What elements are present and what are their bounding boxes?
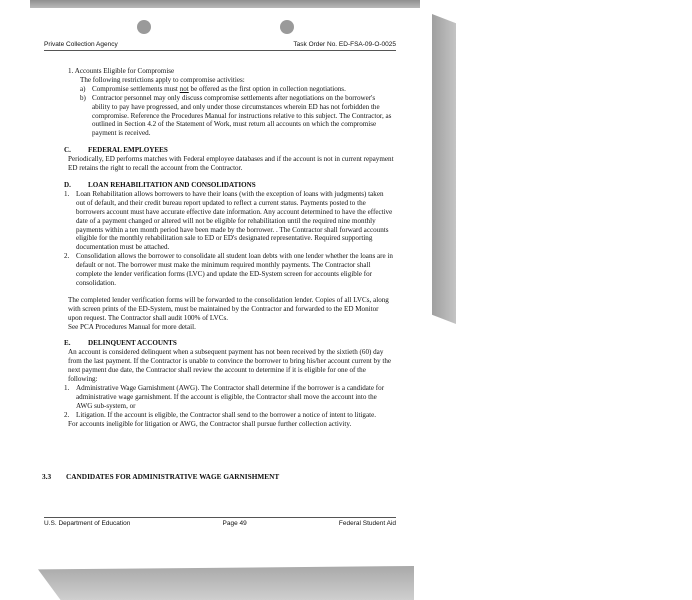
section-heading (64, 339, 394, 348)
section-heading-3-3 (42, 472, 279, 481)
section-heading (64, 181, 394, 190)
section-title: FEDERAL EMPLOYEES (88, 146, 168, 155)
document-body (64, 67, 394, 429)
section-heading (64, 146, 394, 155)
punch-hole (137, 20, 151, 34)
punch-hole (280, 20, 294, 34)
list-item (64, 384, 394, 411)
list-text: Consolidation allows the borrower to consolidate all student loan debts with one lender whether the loans are in default or not. The borrower must make the minimum required monthly payments. The Contractor shall complete the lender verification forms (LVC) and update the ED-System screen for accounts eligible for consolidation. (76, 252, 393, 287)
list-text: Contractor personnel may only discuss compromise settlements after negotiations on the borrower's ability to pay have progressed, and only under those circumstances wherein ED has not forbidden the compromise. Reference the Procedures Manual for instructions relative to this subject. The Contractor, as outlined in Section 4.2 of the Statement of Work, must return all accounts on which the compromise payment is received. (92, 93, 392, 138)
compromise-title: 1. Accounts Eligible for Compromise (68, 67, 175, 75)
compromise-intro: The following restrictions apply to compromise activities: (80, 75, 245, 84)
list-marker: b) (80, 93, 86, 102)
scan-edge-top (30, 0, 420, 8)
text-run: Compromise settlements must (92, 84, 180, 93)
page-footer (44, 517, 396, 527)
section-title: DELINQUENT ACCOUNTS (88, 339, 177, 348)
paragraph: For accounts ineligible for litigation or AWG, the Contractor shall pursue further collection activity. (68, 419, 352, 428)
scan-edge-right (432, 14, 456, 324)
list-marker: 2. (64, 410, 70, 419)
list-item (64, 411, 394, 420)
section-letter: C. (64, 146, 71, 155)
list-marker: 1. (64, 384, 70, 392)
paragraph: The completed lender verification forms will be forwarded to the consolidation lender. Copies of all LVCs, along with screen prints of the ED-System, must be maintained by the Contractor and forwarded to the ED Monitor upon request. The Contractor shall audit 100% of LVCs. (68, 295, 389, 322)
list-item (64, 190, 394, 252)
list-item (64, 252, 394, 288)
header-task-order: Task Order No. ED-FSA-09-O-0025 (293, 41, 396, 48)
page-number: Page 49 (222, 520, 247, 527)
section-title: LOAN REHABILITATION AND CONSOLIDATIONS (88, 180, 256, 189)
list-marker: 2. (64, 252, 70, 261)
scan-edge-bottom (38, 566, 414, 600)
paragraph: An account is considered delinquent when a subsequent payment has not been received by the sixtieth (60) day from the last payment. If the Contractor is unable to convince the borrower to bring his/her account current by the next payment due date, the Contractor shall review the account to determine if it is eligible for one of the following: (68, 348, 392, 384)
paragraph: See PCA Procedures Manual for more detail. (68, 322, 196, 331)
list-marker: 1. (64, 189, 70, 198)
section-letter: D. (64, 180, 71, 189)
list-item (68, 85, 394, 94)
list-text: Loan Rehabilitation allows borrowers to have their loans (with the exception of loans with judgments) taken out of default, and their credit bureau report updated to reflect a current status. Payments posted to the borrowers account must have accurate effective date information. Any account determined to have the effective date of a payment changed or altered will not be eligible for rehabilitation until the required nine monthly payments within a ten month period have been made by the borrower. . The Contractor shall forward accounts eligible for the monthly rehabilitation sale to ED or ED's designated representative. Required supporting documentation must be attached. (76, 189, 393, 252)
list-text: Administrative Wage Garnishment (AWG). The Contractor shall determine if the borrower is a candidate for administrative wage garnishment. If the account is eligible, the Contractor shall move the account into the AWG sub-system, or (76, 384, 385, 410)
list-marker: a) (80, 84, 86, 93)
page-header (44, 41, 396, 51)
section-letter: E. (64, 339, 71, 348)
list-text: Litigation. If the account is eligible, the Contractor shall send to the borrower a notice of intent to litigate. (76, 410, 377, 419)
footer-office: Federal Student Aid (338, 520, 396, 527)
paragraph: Periodically, ED performs matches with Federal employee databases and if the account is not in current repayment ED retains the right to recall the account from the Contractor. (68, 155, 394, 173)
text-run: be offered as the first option in collection negotiations. (188, 84, 346, 93)
emphasis-not: not (179, 84, 189, 93)
list-item (68, 94, 394, 139)
header-agency: Private Collection Agency (44, 41, 118, 48)
list-text (92, 85, 394, 94)
section-number: 3.3 (42, 472, 52, 481)
footer-department: U.S. Department of Education (44, 520, 131, 527)
section-title: CANDIDATES FOR ADMINISTRATIVE WAGE GARNISHMENT (66, 472, 280, 481)
